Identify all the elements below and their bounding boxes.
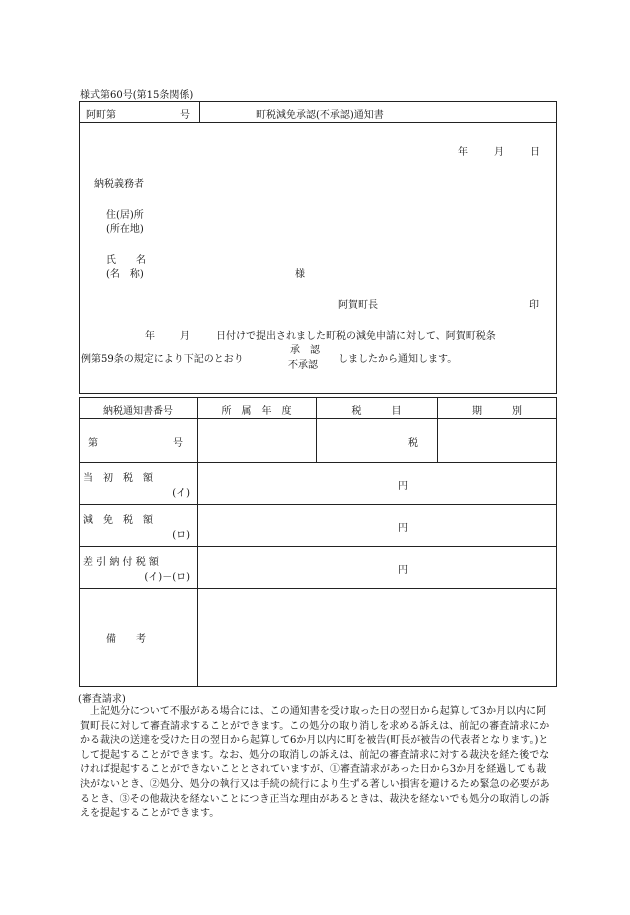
address-label-alt: (所在地) — [106, 224, 144, 235]
address-label: 住(居)所 — [106, 210, 144, 221]
honorific: 様 — [295, 269, 305, 280]
form-label: 様式第60号(第15条関係) — [80, 90, 194, 101]
body-month: 月 — [180, 331, 190, 342]
header-tax-item: 税 目 — [351, 406, 402, 417]
header-notice-number: 納税通知書番号 — [103, 406, 173, 417]
body-line1: 日付けで提出されました町税の減免申請に対して、阿賀町税条 — [216, 331, 496, 342]
body-year: 年 — [145, 331, 155, 342]
table-column-rule — [197, 397, 198, 687]
net-amount-sub: (イ)－(ロ) — [144, 572, 190, 583]
detail-table — [79, 397, 557, 687]
notice-number-prefix: 阿町第 — [86, 110, 116, 121]
tax-item-suffix: 税 — [408, 438, 418, 449]
issuer-name: 阿賀町長 — [338, 300, 378, 311]
body-line2-a: 例第59条の規定により下記のとおり — [81, 354, 244, 365]
table-rule — [79, 462, 557, 463]
approve-option: 承 認 — [290, 345, 320, 356]
notice-number-suffix: 号 — [180, 110, 190, 121]
table-rule — [79, 504, 557, 505]
remarks-label: 備 考 — [106, 634, 146, 645]
name-label-alt: (名 称) — [106, 269, 144, 280]
initial-amount-sub: (イ) — [172, 488, 190, 499]
seal-mark: 印 — [529, 300, 539, 311]
initial-amount-unit: 円 — [398, 481, 408, 492]
reduction-amount-sub: (ロ) — [172, 530, 190, 541]
taxpayer-label: 納税義務者 — [94, 179, 144, 190]
header-divider — [199, 101, 200, 123]
disapprove-option: 不承認 — [288, 360, 318, 371]
row-go: 号 — [173, 438, 183, 449]
table-rule — [79, 546, 557, 547]
appeal-heading: (審査請求) — [78, 694, 126, 705]
row-dai: 第 — [88, 438, 98, 449]
table-header-rule — [79, 418, 557, 419]
date-month: 月 — [494, 147, 504, 158]
name-label: 氏 名 — [106, 255, 146, 266]
appeal-text: 上記処分について不服がある場合には、この通知書を受け取った日の翌日から起算して3か月以内に阿賀町長に対して審査請求することができます。この処分の取り消しを求める訴えは、前記の審査請求にかかる裁決の送達を受けた日の翌日から起算して6か月以内に町を被告(町長が被告の代表者となります。)として提起することができます。なお、処分の取消しの訴えは、前記の審査請求に対する裁決を経た後でなければ提起することができないこととされていますが、①審査請求があった日から3か月を経過しても裁決がないとき、②処分、処分の執行又は手続の続行により生ずる著しい損害を避けるため緊急の必要があるとき、③その他裁決を経ないことにつき正当な理由があるときは、裁決を経ないでも処分の取消しの訴えを提起することができます。 — [80, 706, 550, 820]
date-day: 日 — [530, 147, 540, 158]
table-rule — [79, 588, 557, 589]
reduction-amount-label: 減 免 税 額 — [83, 515, 153, 526]
body-line2-b: しましたから通知します。 — [338, 354, 458, 365]
net-amount-unit: 円 — [398, 565, 408, 576]
header-installment: 期 別 — [472, 406, 522, 417]
reduction-amount-unit: 円 — [398, 523, 408, 534]
net-amount-label: 差 引 納 付 税 額 — [83, 557, 159, 568]
initial-amount-label: 当 初 税 額 — [83, 473, 153, 484]
date-year: 年 — [458, 147, 468, 158]
header-fiscal-year: 所 属 年 度 — [221, 406, 292, 417]
document-title: 町税減免承認(不承認)通知書 — [256, 110, 384, 121]
appeal-paragraph — [80, 705, 556, 822]
